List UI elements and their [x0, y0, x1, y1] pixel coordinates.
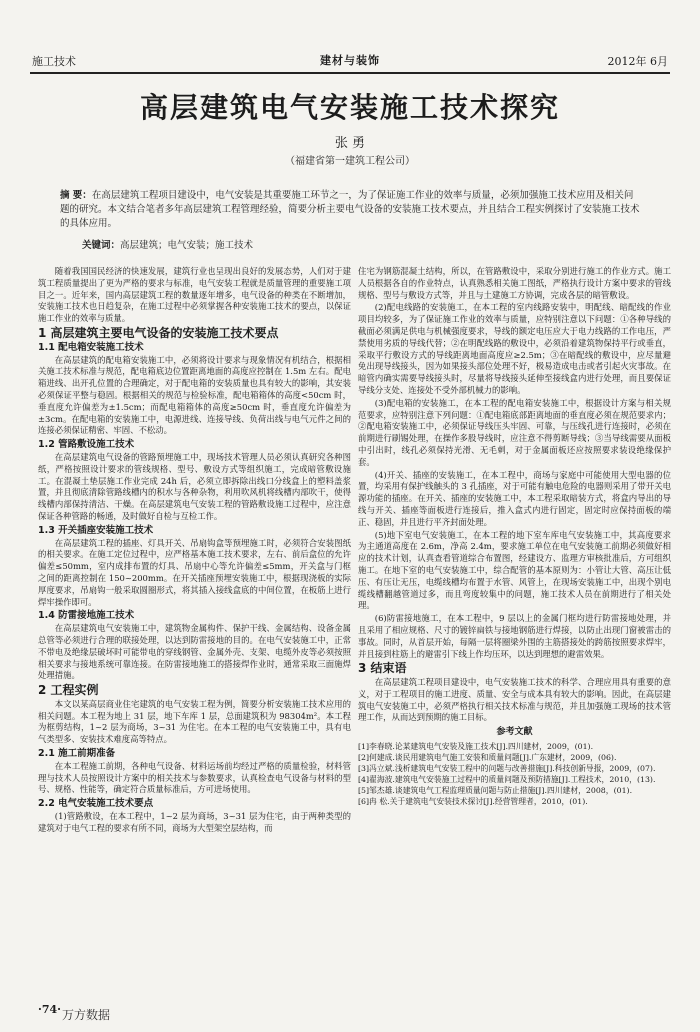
keywords-text: 高层建筑；电气安装；施工技术 [120, 240, 254, 251]
page-number: ·74· [38, 1003, 61, 1016]
body-paragraph: (6)防雷接地施工，在本工程中，9 层以上的金属门框均进行防雷接地处理，并且采用了相应规格、尺寸的镀锌扁铁与接地钢筋进行焊接，以防止出现门窗被雷击的事故。同时，从首层开始，每隔一层将圈梁外围的主筋搭接处的跨筋按照要求焊牢，并且接到柱筋上的避雷引下线上作均压环，以达到理想的避雷效果。 [358, 613, 671, 659]
abstract-text: 在高层建筑工程项目建设中，电气安装是其重要施工环节之一，为了保证施工作业的效率与质量，必须加强施工技术应用及相关问题的研究。本文结合笔者多年高层建筑工程管理经验，简要分析主要电气设备的安装施工技术要点，并且结合工程实例探讨了安装施工技术的具体应用。 [60, 190, 640, 229]
reference-item: [5]邹杰雄.谈建筑电气工程监理质量问题与防止措施[J].四川建材，2008，(01). [358, 786, 633, 796]
body-paragraph: (5)地下室电气安装施工，在本工程的地下室车库电气安装施工中，其高度要求为主通道高度在 2.6m，净高 2.4m，要求施工单位在电气安装施工前期必须做好相应的技术计划，认真查看管道综合布置图，经建设方、监理方审核批准后，方可组织施工。在地下室的电气安装施工中，综合配管的基本原则为：小管让大管、高压让低压、有压让无压，电缆线槽均布置于水管、风管上，在现场安装施工中，出现个别电缆线槽翻越管道过多，而且弯度较集中的问题，施工技术人员在前期进行了相关处理。 [358, 529, 671, 611]
watermark: 万方数据 [62, 1008, 111, 1022]
references-heading: 参考文献 [496, 727, 533, 738]
reference-item: [1]李春晓.论某建筑电气安装及施工技术[J].四川建材，2009，(01). [358, 742, 594, 752]
header-section: 施工技术 [32, 55, 76, 68]
body-paragraph: (1)管路敷设，在本工程中，1~2 层为商场，3~31 层为住宅，由于两种类型的建筑对于电气工程的要求有所不同，商场为大型架空层结构，而 [38, 811, 351, 833]
body-paragraph: (4)开关、插座的安装施工，在本工程中，商场与家庭中可能使用大型电器的位置，均采用有保护线触头的 3 孔插座，对于可能有触电危险的电器则采用了带开关电源功能的插座。在开关、插座的安装施工中，本工程采取暗装方式，将盒内导出的导线与开关、插座等面板进行连接后，推入盒式内进行固定，固定时应保持面板的端正、稳固，并且进行平齐封面处理。 [358, 469, 671, 527]
left-column [38, 266, 351, 986]
reference-item: [2]何建成.谈民用建筑电气施工安装和质量问题[J].广东建材，2009，(06). [358, 753, 617, 763]
reference-item: [3]冯立斌.浅析建筑电气安装工程中的问题与改善措施[J].科技创新导报，2009，(07). [358, 764, 656, 774]
abstract-label: 摘 要： [60, 190, 92, 201]
abstract [60, 189, 640, 231]
reference-item: [4]翟海波.建筑电气安装施工过程中的质量问题及预防措施[J].工程技术，2010，(13). [358, 775, 656, 785]
running-header [30, 50, 670, 74]
intro-paragraph: 随着我国国民经济的快速发展，建筑行业也呈现出良好的发展态势，人们对于建筑工程质量提出了更为严格的要求与标准，电气安装工程就是质量管理的重要施工项目之一。近年来，国内高层建筑工程的数量逐年增多，电气设备的种类在不断增加，安装施工技术也日趋复杂，在施工过程中必须掌握各种安装施工技术的要点，以保证施工作业的效率与质量。 [38, 266, 351, 324]
reference-item: [6]冉 松.关于建筑电气安装技术探讨[J].经营管理者，2010，(01). [358, 797, 588, 807]
right-column [358, 266, 671, 986]
body-paragraph: 住宅为钢筋混凝土结构，所以，在管路敷设中，采取分别进行施工的作业方式。施工人员根据各自的作业特点，认真熟悉相关施工图纸，严格执行设计方案中要求的管线规格、型号与敷设方式等，并且与土建施工方协调，完成各层的暗管敷设。 [358, 266, 671, 300]
body-paragraph: (3)配电箱的安装施工，在本工程的配电箱安装施工中，根据设计方案与相关规范要求，应特别注意下列问题：①配电箱底部距离地面的垂直度必须在规范要求内；②配电箱安装施工中，必须保证导线压头牢固、可靠，与压线孔进行连接时，必须在前期进行刷锡处理，在操作多股导线时，应注意不得剪断导线；③当导线需要从面板中引出时，线孔必须保持光滑、无毛刺，对于金属面板还应按照要求装设绝缘保护套。 [358, 397, 671, 467]
subsection-heading: 1.1 配电箱安装施工技术 [38, 341, 144, 353]
header-journal: 建材与装饰 [320, 54, 380, 67]
body-paragraph: 在高层建筑工程的插座、灯具开关、吊扇钩盒等预埋施工时，必须符合安装图纸的相关要求。在施工定位过程中，应严格基本施工技术要求，左右、前后盒位的允许偏差≤50mm，室内成排布置的灯具、吊扇中心等允许偏差≤5mm，开关盒与门框之间的距离控制在 150~200mm。在开关插座预埋安装施工中，根据现浇板的实际厚度要求，吊扇钩一般采取圆圈形式，将其插入接线盒底的中间位置，在板筋上进行焊牢操作即可。 [38, 537, 351, 607]
header-date: 2012年 6月 [607, 55, 668, 68]
body-paragraph: 在本工程施工前期，各种电气设备、材料运场前均经过严格的质量检验，材料管理与技术人员按照设计方案中的相关技术与参数要求，认真检查电气设备与材料的型号、规格、性能等，确定符合质量标准后，方可进场使用。 [38, 760, 351, 795]
subsection-heading: 2.1 施工前期准备 [38, 748, 116, 760]
article-title: 高层建筑电气安装施工技术探究 [139, 91, 560, 124]
keywords [82, 237, 253, 251]
body-paragraph: 本文以某高层商业住宅建筑的电气安装工程为例，简要分析安装施工技术应用的相关问题。本工程为地上 31 层，地下车库 1 层，总面建筑积为 98304m²。本工程为框剪结构，1~2 层为商场，3~31 为住宅。在本工程的电气安装施工中，具有电气类型多、安装技术难度高等特点。 [38, 698, 351, 745]
body-paragraph: 在高层建筑电气设备的管路预埋施工中，现场技术管理人员必须认真研究各种图纸，严格按照设计要求的管线规格、型号、敷设方式等组织施工，完成暗管敷设施工。在混凝土垫层施工作业完成 24h 后，必须立即拆除出线口分线盒上的塑料盖浆置，并且彻底清除管路线槽内的积水与各种杂物，利用吹风机将线槽内部吹干，使得线槽内部保持清洁、干燥。在高层建筑电气安装工程的管路敷设施工过程中，应注意保证各种管路的畅通，及时做好自检与互检工作。 [38, 451, 351, 521]
section-heading: 2 工程实例 [38, 683, 99, 698]
body-paragraph: 在高层建筑的配电箱安装施工中，必须将设计要求与现象情况有机结合，根据相关施工技术标准与规范，配电箱底边位置距离地面的高度应控制在 1.5m 左右。配电箱进线、出开孔位置的合理确定，对于配电箱的安装质量也具有较大的影响，其安装必须保证平整与稳固。根据相关的规范与检验标准，配电箱箱体的高度<50cm 时，垂直度允许偏差为±1.5cm；而配电箱箱体的高度≥50cm 时，垂直度允许偏差为±3cm。在配电箱的安装施工中，电源进线、连接导线、负荷出线与电气元件之间的连接必须保证精密、牢固、不松动。 [38, 354, 351, 436]
subsection-heading: 1.2 管路敷设施工技术 [38, 439, 135, 451]
body-paragraph: (2)配电线路的安装施工，在本工程的室内线路安装中，明配线、暗配线的作业项目均较多，为了保证施工作业的效率与质量，应特别注意以下问题：①各种导线的截面必须满足供电与机械强度要求，导线的额定电压应大于电力线路的工作电压，严禁使用劣质的导线代替；②在明配线路的敷设中，必须沿着建筑物保持平行或垂直，采取平行敷设方式的导线距离地面高度应≥2.5m；③在暗配线的敷设中，应尽量避免出现导线接头，因为如果接头部位处理不好，极易造成电击或者引起火灾事故。在暗管内确实需要导线接头时，尽量将导线接头延伸至接线盒内进行处理，而且要保证导线分支处、连接处不受外部机械力的影响。 [358, 302, 671, 395]
body-paragraph: 在高层建筑工程项目建设中，电气安装施工技术的科学、合理应用具有重要的意义，对于工程项目的施工进度、质量、安全与成本具有较大的影响。因此，在高层建筑电气安装施工中，必须严格执行相关技术标准与规范，并且加强施工现场的技术管理工作，从而达到预期的施工目标。 [358, 677, 671, 723]
subsection-heading: 1.3 开关插座安装施工技术 [38, 524, 154, 536]
author-affiliation: （福建省第一建筑工程公司） [285, 156, 415, 167]
subsection-heading: 2.2 电气安装施工技术要点 [38, 798, 154, 810]
subsection-heading: 1.4 防雷接地施工技术 [38, 610, 135, 622]
keywords-label: 关键词： [82, 240, 121, 251]
body-paragraph: 在高层建筑电气安装施工中，建筑物金属构件、保护干线、金属结构、设备金属总管等必须进行合理的联接处理，以达到防雷接地的目的。在电气安装施工中，正常不带电及绝缘层破坏时可能带电的穿线钢管、金属外壳、支架、电缆外皮等必须按照相关要求与接地系统可靠连接。在防雷接地施工的搭接焊作业时，通常采取三面施焊处理措施。 [38, 623, 351, 681]
reference-list [358, 741, 671, 807]
section-heading: 3 结束语 [358, 661, 407, 676]
section-heading: 1 高层建筑主要电气设备的安装施工技术要点 [38, 325, 279, 340]
author-name: 张 勇 [334, 136, 366, 151]
